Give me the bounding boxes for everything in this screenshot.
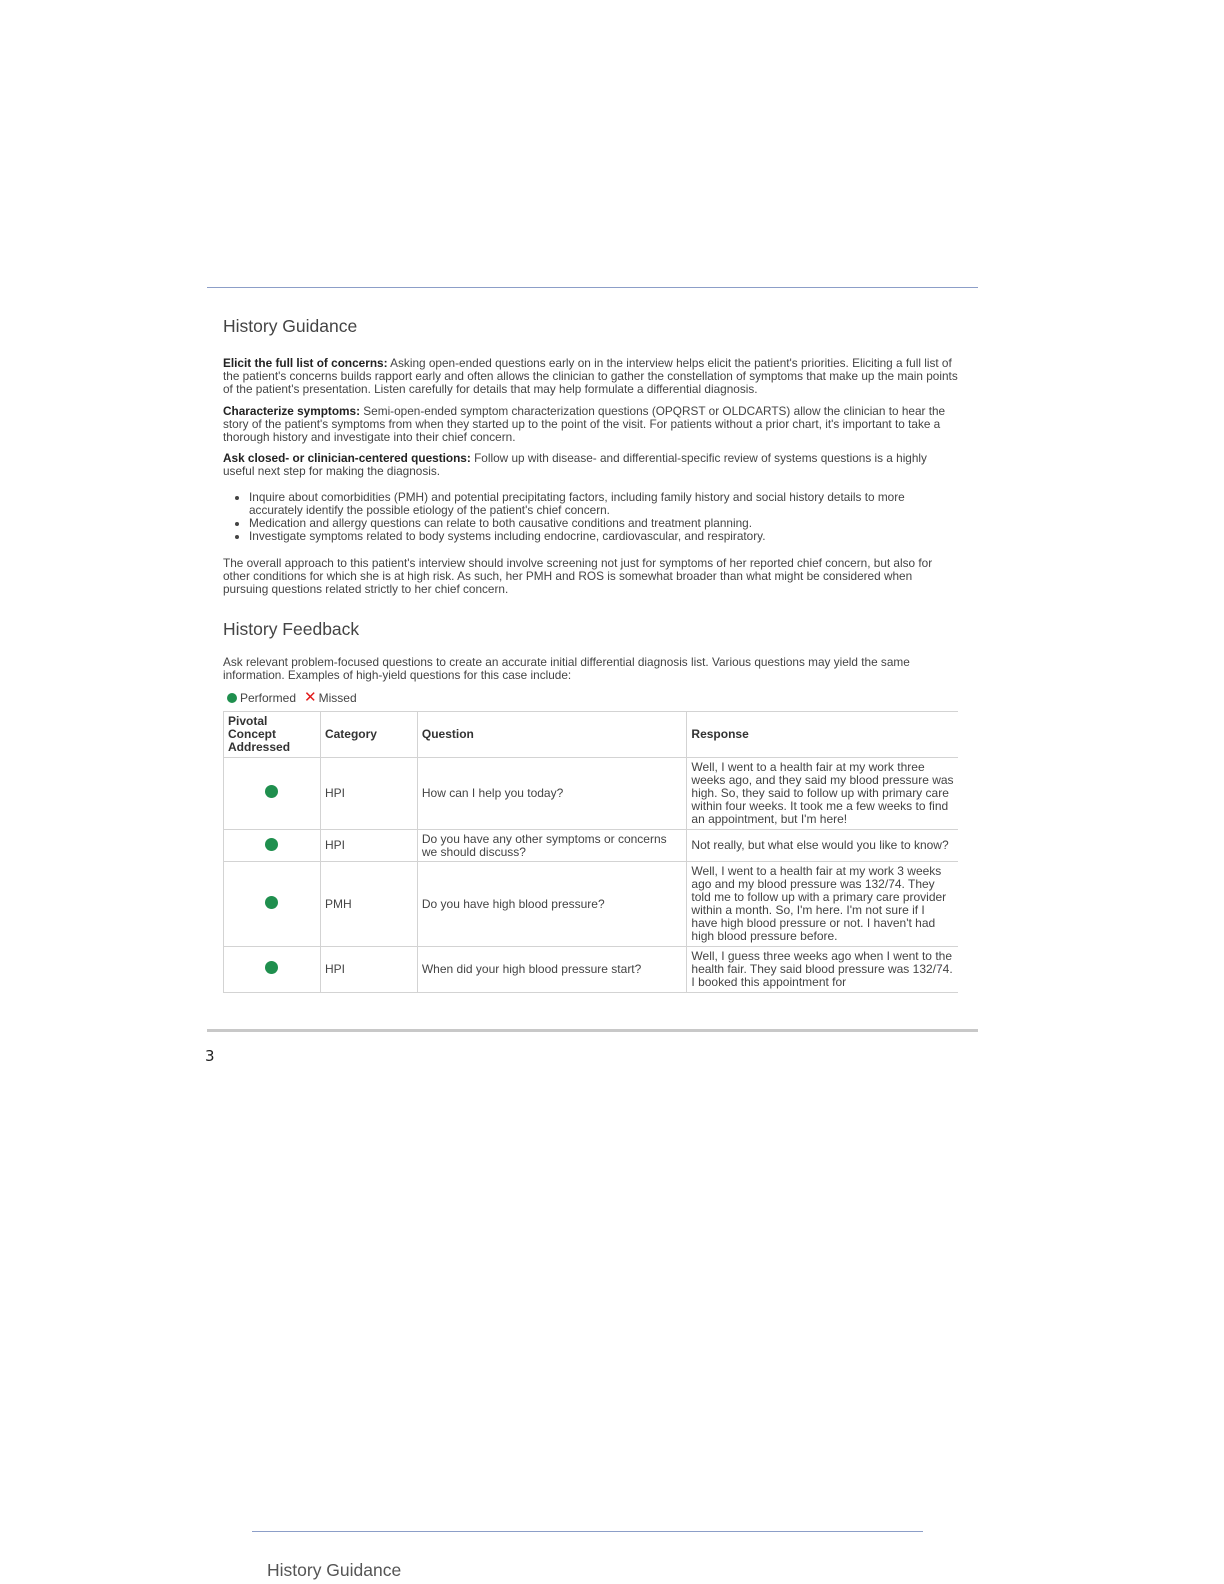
guidance-bullet-list <box>223 491 958 543</box>
status-cell <box>224 862 321 946</box>
response-cell: Well, I went to a health fair at my work 3 weeks ago and my blood pressure was 132/74. They told me to follow up with a primary care provider within a month. So, I'm here. I'm not sure if I have high blood pressure or not. I haven't had high blood pressure before. <box>687 862 958 946</box>
header-question: Question <box>417 712 687 758</box>
table-row <box>224 758 959 830</box>
category-cell: HPI <box>320 946 417 992</box>
guidance-paragraph-3 <box>223 452 958 478</box>
table-header-row <box>224 712 959 758</box>
history-guidance-title: History Guidance <box>223 316 358 336</box>
history-feedback-table <box>223 711 958 992</box>
status-cell <box>224 758 321 830</box>
status-legend <box>223 690 958 705</box>
page-content <box>223 310 958 1028</box>
table-row <box>224 946 959 992</box>
question-cell: Do you have high blood pressure? <box>417 862 687 946</box>
missed-x-icon: ✕ <box>304 688 317 706</box>
next-page-title: History Guidance <box>267 1560 402 1580</box>
bullet-item: • Investigate symptoms related to body systems including endocrine, cardiovascular, and respiratory. <box>249 530 958 543</box>
category-cell: PMH <box>320 862 417 946</box>
paragraph-lead: Ask closed- or clinician-centered questions: <box>223 451 471 466</box>
content-bottom-border <box>207 1029 978 1032</box>
bullet-item: • Medication and allergy questions can relate to both causative conditions and treatment planning. <box>249 517 958 530</box>
status-cell <box>224 946 321 992</box>
bullet-item: • Inquire about comorbidities (PMH) and potential precipitating factors, including family history and social history details to more accurately identify the possible etiology of the patient's chief concern. <box>249 491 958 517</box>
response-cell: Not really, but what else would you like to know? <box>687 829 958 862</box>
next-page-rule <box>252 1531 923 1532</box>
performed-dot-icon <box>265 896 278 909</box>
performed-dot-icon <box>265 961 278 974</box>
category-cell: HPI <box>320 758 417 830</box>
paragraph-lead: Characterize symptoms: <box>223 403 361 418</box>
category-cell: HPI <box>320 829 417 862</box>
legend-performed-label: Performed <box>240 690 297 705</box>
header-pivotal-concept: Pivotal Concept Addressed <box>224 712 321 758</box>
status-cell <box>224 829 321 862</box>
header-category: Category <box>320 712 417 758</box>
question-cell: How can I help you today? <box>417 758 687 830</box>
question-cell: When did your high blood pressure start? <box>417 946 687 992</box>
paragraph-lead: Elicit the full list of concerns: <box>223 356 388 370</box>
guidance-paragraph-1 <box>223 357 958 396</box>
guidance-paragraph-2 <box>223 405 958 444</box>
performed-dot-icon <box>227 693 237 703</box>
page-number: 3 <box>205 1047 215 1065</box>
header-response: Response <box>687 712 958 758</box>
history-feedback-title: History Feedback <box>223 618 360 639</box>
response-cell: Well, I guess three weeks ago when I went to the health fair. They said blood pressure was 132/74. I booked this appointment for <box>687 946 958 992</box>
performed-dot-icon <box>265 785 278 798</box>
legend-missed-label: Missed <box>318 690 357 705</box>
paragraph-text: Asking open-ended questions early on in the interview helps elicit the patient's priorities. Eliciting a full list of the patient's concerns builds rapport early and often allows the clinician to gather the constellation of symptoms that make up the main points of the patient's presentation. Listen carefully for details that may help formulate a differential diagnosis. <box>223 356 958 396</box>
performed-dot-icon <box>265 838 278 851</box>
question-cell: Do you have any other symptoms or concerns we should discuss? <box>417 829 687 862</box>
guidance-overall-paragraph: The overall approach to this patient's interview should involve screening not just for symptoms of her reported chief concern, but also for other conditions for which she is at high risk. As such, her PMH and ROS is somewhat broader than what might be considered when pursuing questions related strictly to her chief concern. <box>223 555 933 596</box>
table-row <box>224 829 959 862</box>
top-rule <box>207 287 978 288</box>
feedback-intro: Ask relevant problem-focused questions to create an accurate initial differential diagnosis list. Various questions may yield the same information. Examples of high-yield questions for this case include: <box>223 654 910 682</box>
table-row <box>224 862 959 946</box>
paragraph-text: Follow up with disease- and differential-specific review of systems questions is a highly useful next step for making the diagnosis. <box>223 451 927 479</box>
paragraph-text: Semi-open-ended symptom characterization questions (OPQRST or OLDCARTS) allow the clinician to hear the story of the patient's symptoms from when they started up to the point of the visit. For patients without a prior chart, it's important to take a thorough history and investigate into their chief concern. <box>223 403 946 444</box>
response-cell: Well, I went to a health fair at my work three weeks ago, and they said my blood pressure was high. So, they said to follow up with primary care within four weeks. It took me a few weeks to find an appointment, but I'm here! <box>687 758 958 830</box>
